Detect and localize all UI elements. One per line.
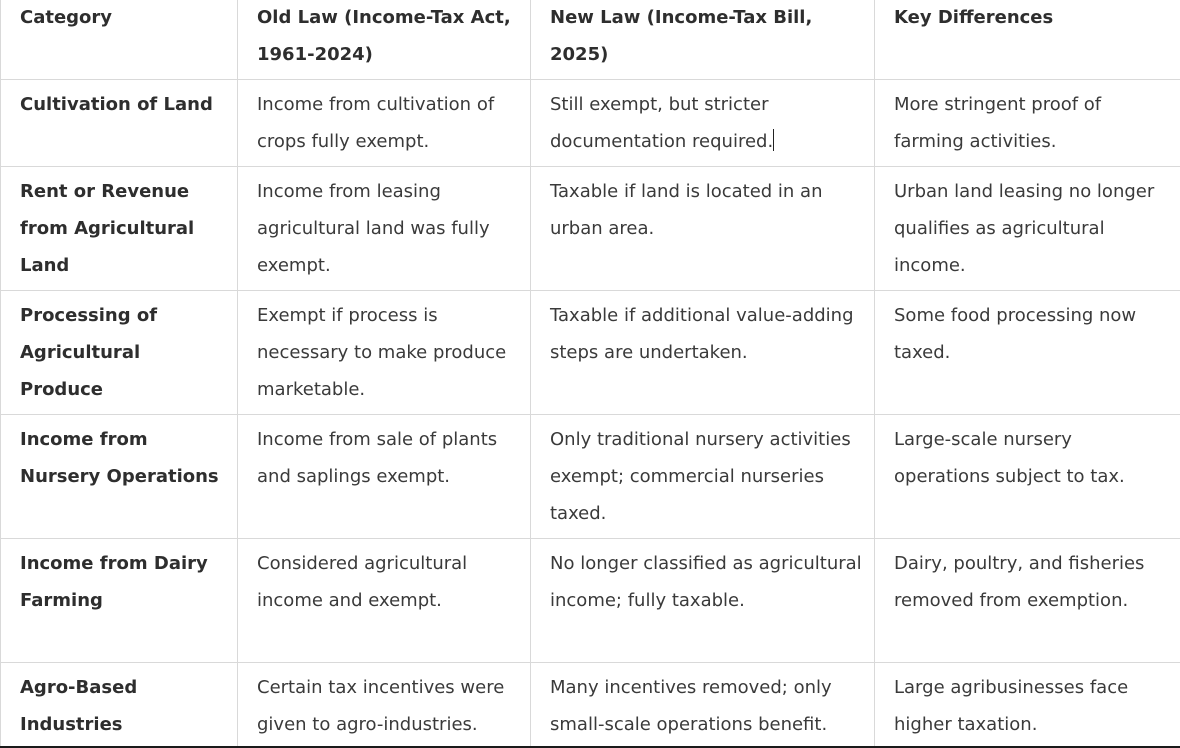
cell-category: Cultivation of Land <box>1 80 238 167</box>
table-row <box>1 167 1180 291</box>
cell-old-law: Income from sale of plants and saplings exempt. <box>238 415 531 539</box>
cell-key-differences: Large agribusinesses face higher taxation. <box>875 663 1180 748</box>
cell-new-law: Taxable if additional value-adding steps are undertaken. <box>531 291 875 415</box>
cell-new-law-text[interactable]: Still exempt, but stricter documentation required. <box>550 94 774 152</box>
cell-new-law: Taxable if land is located in an urban area. <box>531 167 875 291</box>
table-header-row <box>1 0 1180 80</box>
cell-key-differences: More stringent proof of farming activities. <box>875 80 1180 167</box>
cell-category: Processing of Agricultural Produce <box>1 291 238 415</box>
cell-category: Rent or Revenue from Agricultural Land <box>1 167 238 291</box>
cell-key-differences: Large-scale nursery operations subject to tax. <box>875 415 1180 539</box>
header-new-law: New Law (Income-Tax Bill, 2025) <box>531 0 875 80</box>
text-cursor <box>773 129 774 151</box>
cell-key-differences: Dairy, poultry, and fisheries removed from exemption. <box>875 539 1180 663</box>
cell-new-law: No longer classified as agricultural income; fully taxable. <box>531 539 875 663</box>
cell-old-law: Certain tax incentives were given to agro-industries. <box>238 663 531 748</box>
cell-old-law: Income from leasing agricultural land was fully exempt. <box>238 167 531 291</box>
cell-key-differences: Urban land leasing no longer qualifies as agricultural income. <box>875 167 1180 291</box>
cell-key-differences: Some food processing now taxed. <box>875 291 1180 415</box>
table-row <box>1 415 1180 539</box>
table-row <box>1 539 1180 663</box>
header-category: Category <box>1 0 238 80</box>
cell-old-law: Income from cultivation of crops fully exempt. <box>238 80 531 167</box>
header-key-differences: Key Differences <box>875 0 1180 80</box>
cell-old-law: Exempt if process is necessary to make produce marketable. <box>238 291 531 415</box>
cell-new-law[interactable] <box>531 80 875 167</box>
cell-new-law: Many incentives removed; only small-scale operations benefit. <box>531 663 875 748</box>
cell-category: Income from Nursery Operations <box>1 415 238 539</box>
table-row <box>1 663 1180 748</box>
header-old-law: Old Law (Income-Tax Act, 1961-2024) <box>238 0 531 80</box>
cell-new-law: Only traditional nursery activities exempt; commercial nurseries taxed. <box>531 415 875 539</box>
cell-category: Agro-Based Industries <box>1 663 238 748</box>
cell-old-law: Considered agricultural income and exempt. <box>238 539 531 663</box>
table-row <box>1 291 1180 415</box>
cell-category: Income from Dairy Farming <box>1 539 238 663</box>
table-row <box>1 80 1180 167</box>
